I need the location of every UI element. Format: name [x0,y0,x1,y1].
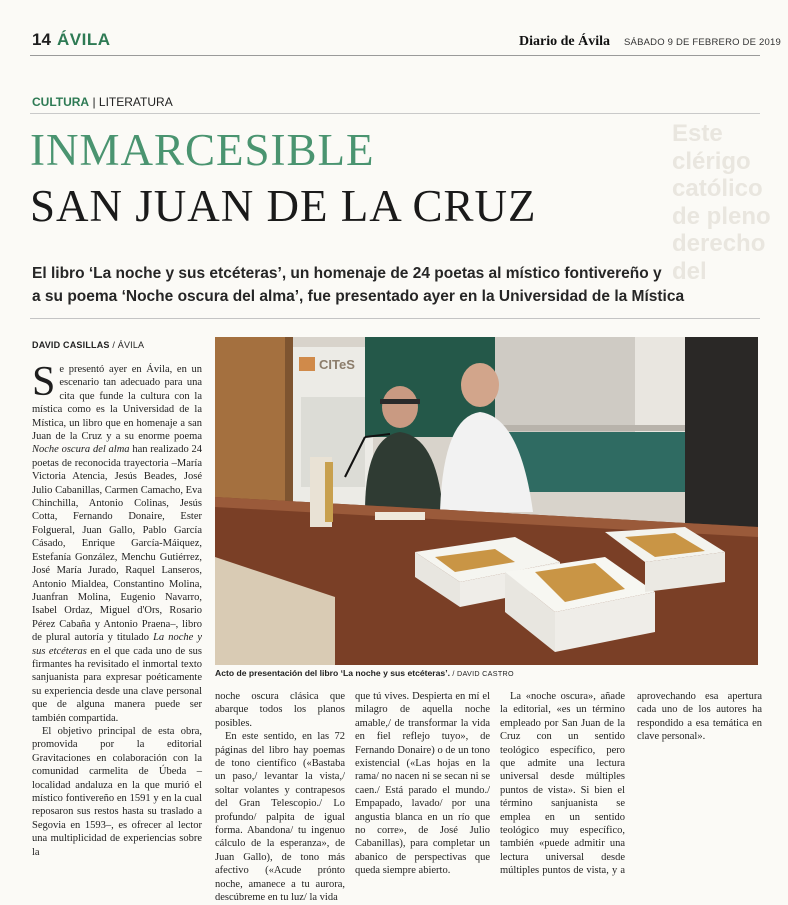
kicker-section: CULTURA [32,95,90,109]
kicker-rule [30,113,760,114]
headline-line-2: SAN JUAN DE LA CRUZ [30,181,537,231]
bleed-through-text: Este clérigo católico de pleno derecho del [672,120,771,285]
section-kicker [32,95,173,109]
subheadline-line-2: a su poema ‘Noche oscura del alma’, fue presentado ayer en la Universidad de la Mística [32,288,685,305]
body-column-1 [32,359,202,883]
body-paragraph: En este sentido, en las 72 páginas del libro hay poemas de tono científico («Bastaba un paso,/ levantar la vista,/ soltar volantes y contrapesos del Gran Telescopio./ Lo profundo/ palpita de igual forma. Abandona/ tu ingenuo cálculo de la esperanza», de Juan Gallo), de tono más afectivo («Acude prónto noche, amanece a tu aurora, descúbreme en tu luz/ la vida [215,731,345,904]
byline-author: DAVID CASILLAS [32,340,110,350]
section-name: ÁVILA [57,30,111,49]
event-photo [215,337,758,665]
subheadline [32,262,762,308]
kicker-separator: | [92,95,96,109]
paper-name: Diario de Ávila [519,34,610,49]
header-rule [30,55,760,56]
body-column-2 [215,690,345,904]
page-number: 14 [32,30,51,49]
byline-place: / ÁVILA [112,340,145,350]
body-paragraph: que tú vives. Despierta en mí el milagro de aquella noche amable,/ de transformar la vida en fiel reflejo tuyo», de Fernando Donaire) o de un tono existencial («Las hojas en la rama/ no nacen ni se secan ni se caen./ Está parado el mundo./ Empapado, lavado/ por una angustia blanca en un río que no corre», de José Julio Cabanillas), para completar un abanico de perspectivas que queda siempre abierto. [355,691,490,877]
byline [32,340,144,350]
headline-line-1: INMARCESIBLE [30,125,375,175]
photo-caption [215,668,763,678]
drop-cap: S [32,359,56,405]
body-column-3 [355,690,490,880]
body-column-4 [500,690,762,880]
subhead-rule [30,318,760,319]
issue-date: SÁBADO 9 DE FEBRERO DE 2019 [624,37,781,48]
body-paragraph: El objetivo principal de esta obra, promovida por la editorial Gravitaciones en colaboración con la comunidad carmelita de Úbeda –localidad andaluza en la que murió el místico fontivereño en 1591 y en la cual reposaron sus restos hasta su traslado a Segovia en 1593–, es ofrecer al lector una multiplicidad de experiencias sobre la [32,725,202,858]
subheadline-line-1: El libro ‘La noche y sus etcéteras’, un homenaje de 24 poetas al místico fontivereño y [32,265,662,282]
body-paragraph: La «noche oscura», añade la editorial, «es un término empleado por San Juan de la Cruz con un sentido teológico específico, pero que admite una lectura universal desde múltiples puntos de vista». Si bien el término sanjuanista se emplea en un sentido teológico muy específico, también «puede admitir una lectura universal desde múltiples puntos de vista, y a aprovechando esa apertura cada uno de los autores ha respondido a esa temática en clave personal». [500,691,762,877]
photo-illustration [215,337,758,665]
body-paragraph: Se presentó ayer en Ávila, en un escenario tan adecuado para una cita que funde la cultura con la mística como es la Universidad de la Mística, un libro que en homenaje a san Juan de la Cruz y a su enorme poema Noche oscura del alma han realizado 24 poetas de reconocida trayectoria –María Victoria Atencia, Jesús Beades, José Julio Cabanillas, Carmen Camacho, Eva Chinchilla, Antonio Colinas, Jesús Cotta, Fernando Donaire, Ester Folgueral, Juan Gallo, Pablo García Cásado, Enrique García-Máiquez, Estefanía González, Menchu Gutiérrez, José María Jurado, Raquel Lanseros, Antonio Mialdea, Constantino Molina, Juanfran Molina, Eugenio Navarro, Isabel Ordaz, Miguel d'Ors, Rosario Pérez Cabaña y Antonio Praena–, libro de plural autoría y titulado La noche y sus etcéteras en el que cada uno de sus firmantes ha revisitado el inmortal texto sanjuanista para expresar poéticamente su experiencia desde una clave personal que de alguna manera puede ser también compartida. [32,359,202,724]
banner-logo-text: CITeS [319,357,355,372]
kicker-subsection: LITERATURA [98,95,173,109]
caption-credit: / DAVID CASTRO [452,669,514,678]
body-column-4-flow [500,690,762,880]
caption-text: Acto de presentación del libro ‘La noche y sus etcéteras’. [215,668,450,678]
body-paragraph: noche oscura clásica que abarque todos los planos posibles. [215,691,345,729]
